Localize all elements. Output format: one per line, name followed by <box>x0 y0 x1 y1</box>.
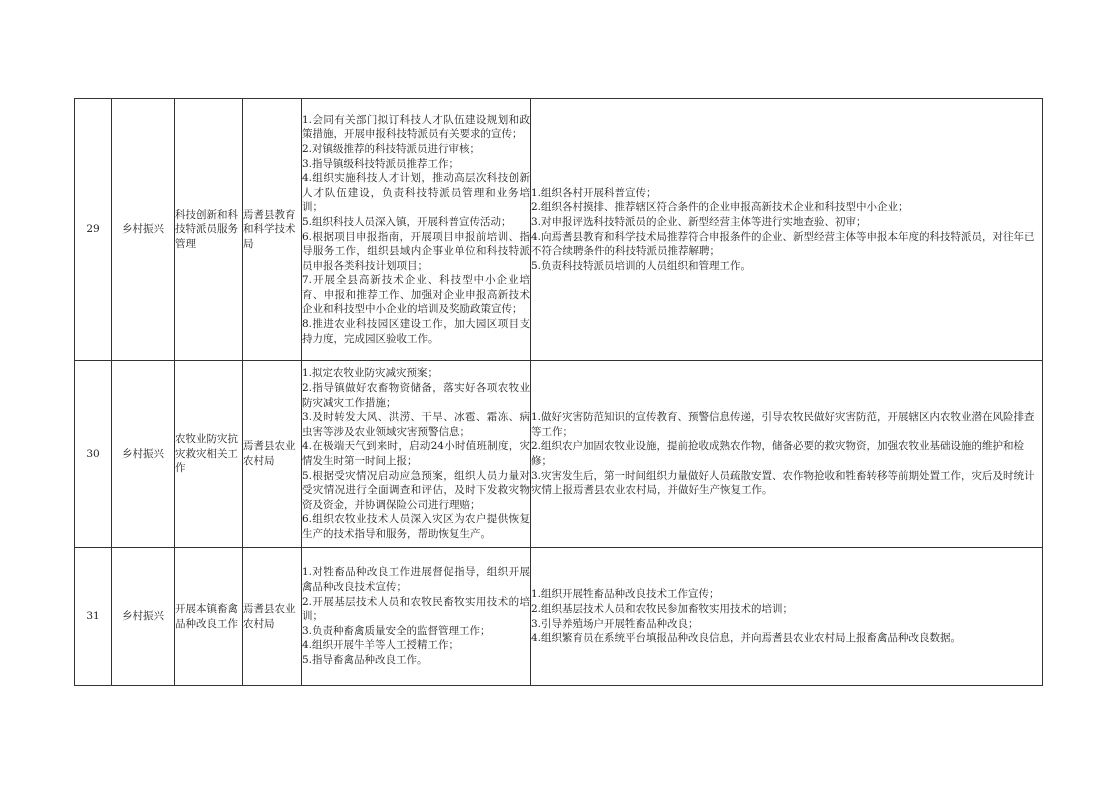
duty-line: 6.根据项目申报指南，开展项目申报前培训、指导服务工作，组织县域内企事业单位和科技特派员申报各类科技计划项目； <box>302 230 530 272</box>
duty-line: 3.及时转发大风、洪涝、干旱、冰雹、霜冻、病虫害等涉及农业领域灾害预警信息； <box>302 411 530 438</box>
town-duties-cell <box>531 361 1043 548</box>
county-duties-cell <box>302 99 531 361</box>
row-item: 科技创新和科技特派员服务管理 <box>175 99 243 361</box>
duty-line: 6.组织农牧业技术人员深入灾区为农户提供恢复生产的技术指导和服务，帮助恢复生产。 <box>302 513 530 540</box>
duty-line: 4.向焉耆县教育和科学技术局推荐符合申报条件的企业、新型经营主体等申报本年度的科技特派员，对往年已不符合续聘条件的科技特派员推荐解聘； <box>531 230 1035 258</box>
row-number: 31 <box>75 548 112 686</box>
row-department: 焉耆县教育和科学技术局 <box>243 99 302 361</box>
duty-line: 1.组织各村开展科普宣传； <box>531 186 657 199</box>
duty-line: 4.组织开展牛羊等人工授精工作； <box>302 639 460 652</box>
duty-line: 8.推进农业科技园区建设工作，加大园区项目支持力度，完成园区验收工作。 <box>302 318 530 345</box>
table-row <box>75 361 1043 548</box>
county-duties-cell <box>302 548 531 686</box>
row-category: 乡村振兴 <box>112 548 175 686</box>
town-duties-cell <box>531 548 1043 686</box>
duty-line: 1.拟定农牧业防灾减灾预案； <box>302 367 439 380</box>
row-number: 30 <box>75 361 112 548</box>
row-department: 焉耆县农业农村局 <box>243 361 302 548</box>
duty-line: 2.对镇级推荐的科技特派员进行审核； <box>302 142 481 155</box>
duty-line: 1.组织开展牲畜品种改良技术工作宣传； <box>531 588 720 601</box>
duty-line: 4.在极端天气到来时，启动24小时值班制度，灾情发生时第一时间上报； <box>302 440 530 467</box>
row-category: 乡村振兴 <box>112 99 175 361</box>
duty-line: 2.组织各村摸排、推荐辖区符合条件的企业申报高新技术企业和科技型中小企业； <box>531 201 909 214</box>
duty-line: 5.指导畜禽品种改良工作。 <box>302 653 428 666</box>
duty-line: 5.组织科技人员深入镇，开展科普宣传活动； <box>302 215 512 228</box>
duty-line: 2.组织农户加固农牧业设施，提前抢收成熟农作物，储备必要的救灾物资，加强农牧业基础设施的维护和检修； <box>531 440 1025 467</box>
duty-line: 2.组织基层技术人员和农牧民参加畜牧实用技术的培训； <box>531 602 794 615</box>
row-number: 29 <box>75 99 112 361</box>
table-row <box>75 99 1043 361</box>
duty-line: 5.负责科技特派员培训的人员组织和管理工作。 <box>531 259 752 272</box>
duty-line: 7.开展全县高新技术企业、科技型中小企业培育、申报和推荐工作、加强对企业申报高新技术企业和科技型中小企业的培训及奖励政策宣传； <box>302 274 530 316</box>
duty-line: 2.开展基层技术人员和农牧民畜牧实用技术的培训； <box>302 595 530 623</box>
row-item: 农牧业防灾抗灾救灾相关工作 <box>175 361 243 548</box>
row-item: 开展本镇畜禽品种改良工作 <box>175 548 243 686</box>
duty-line: 5.根据受灾情况启动应急预案，组织人员力量对受灾情况进行全面调查和评估，及时下发救灾物资及资金，并协调保险公司进行理赔； <box>302 469 530 511</box>
duty-line: 3.指导镇级科技特派员推荐工作； <box>302 157 460 170</box>
duty-line: 3.引导养殖场户开展牲畜品种改良； <box>531 617 699 630</box>
duty-line: 3.对申报评选科技特派员的企业、新型经营主体等进行实地查验、初审； <box>531 215 867 228</box>
duty-line: 2.指导镇做好农畜物资储备，落实好各项农牧业防灾减灾工作措施； <box>302 382 530 409</box>
duty-line: 1.做好灾害防范知识的宣传教育、预警信息传递，引导农牧民做好灾害防范，开展辖区内农牧业潜在风险排查等工作； <box>531 411 1035 438</box>
duty-line: 3.灾害发生后，第一时间组织力量做好人员疏散安置、农作物抢收和牲畜转移等前期处置工作，灾后及时统计灾情上报焉耆县农业农村局，并做好生产恢复工作。 <box>531 469 1035 497</box>
duty-line: 1.会同有关部门拟订科技人才队伍建设规划和政策措施，开展申报科技特派员有关要求的宣传； <box>302 113 530 141</box>
table-row <box>75 548 1043 686</box>
duty-table <box>74 98 1043 686</box>
county-duties-cell <box>302 361 531 548</box>
duty-line: 4.组织实施科技人才计划，推动高层次科技创新人才队伍建设，负责科技特派员管理和业务培训； <box>302 172 530 214</box>
row-category: 乡村振兴 <box>112 361 175 548</box>
duty-line: 4.组织繁育员在系统平台填报品种改良信息，并向焉耆县农业农村局上报畜禽品种改良数据。 <box>531 632 962 645</box>
duty-line: 1.对牲畜品种改良工作进展督促指导，组织开展禽品种改良技术宣传； <box>302 566 530 594</box>
duty-line: 3.负责种畜禽质量安全的监督管理工作； <box>302 624 491 637</box>
row-department: 焉耆县农业农村局 <box>243 548 302 686</box>
town-duties-cell <box>531 99 1043 361</box>
